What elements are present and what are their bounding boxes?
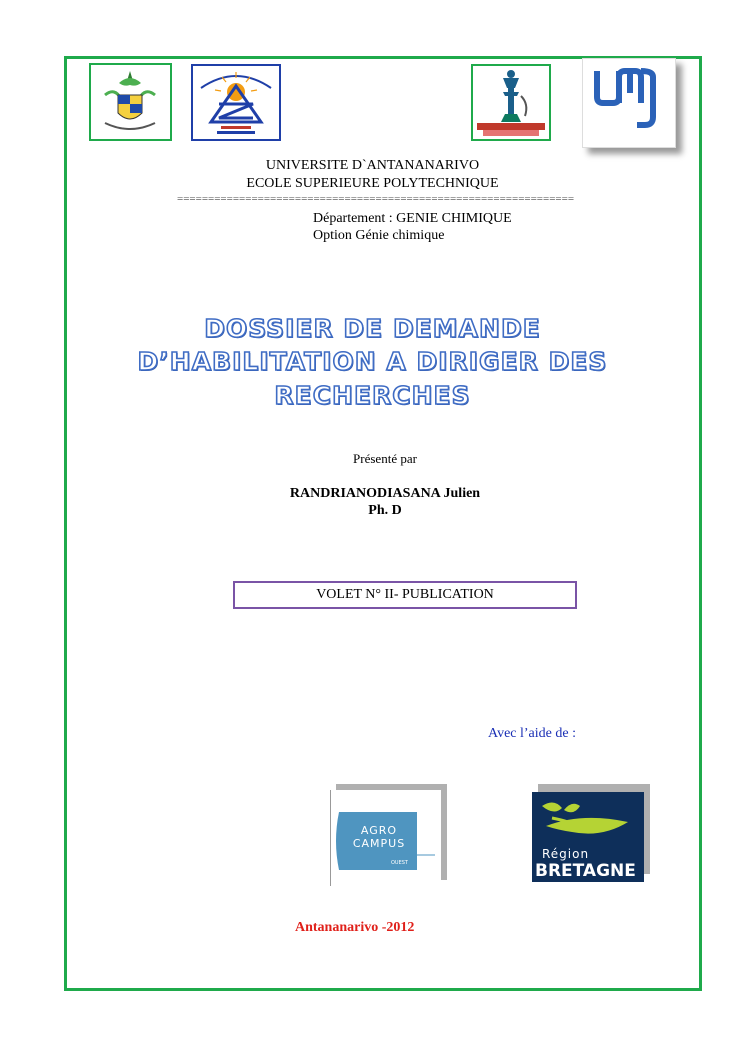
agro-line-3: OUEST: [391, 860, 408, 866]
polytechnique-icon: [193, 66, 279, 139]
leaf-icon: [532, 792, 644, 852]
title-line-2: D’HABILITATION A DIRIGER DES: [137, 347, 608, 376]
title-line-1: DOSSIER DE DEMANDE: [204, 314, 541, 343]
title-line-3: RECHERCHES: [274, 381, 471, 410]
agrocampus-logo: [330, 790, 441, 886]
author-name: RANDRIANODIASANA Julien: [289, 486, 481, 501]
uma-icon: [583, 59, 675, 147]
footer-place-date: Antananarivo -2012: [295, 920, 415, 935]
school-name: ECOLE SUPERIEURE POLYTECHNIQUE: [246, 176, 499, 191]
presented-by-label: Présenté par: [353, 451, 417, 466]
separator-line: ================================================================: [177, 194, 575, 204]
bretagne-line-2: BRETAGNE: [535, 861, 636, 881]
university-name: UNIVERSITE D`ANTANANARIVO: [265, 158, 480, 173]
uma-logo: [582, 58, 676, 148]
region-bretagne-logo: [532, 792, 644, 882]
support-label: Avec l’aide de :: [488, 726, 576, 741]
crest-icon: [91, 65, 170, 139]
option-label: Option Génie chimique: [313, 228, 445, 243]
polytechnique-emblem-logo: [191, 64, 281, 141]
agro-line-1: AGRO: [360, 824, 398, 837]
agro-line-2: CAMPUS: [352, 837, 406, 850]
laboratory-logo: [471, 64, 551, 141]
volet-box: VOLET N° II- PUBLICATION: [233, 581, 577, 609]
author-degree: Ph. D: [368, 503, 402, 518]
laboratory-icon: [473, 66, 549, 139]
university-crest-logo: [89, 63, 172, 141]
department-label: Département : GENIE CHIMIQUE: [313, 211, 512, 226]
bretagne-line-1: Région: [542, 847, 590, 861]
